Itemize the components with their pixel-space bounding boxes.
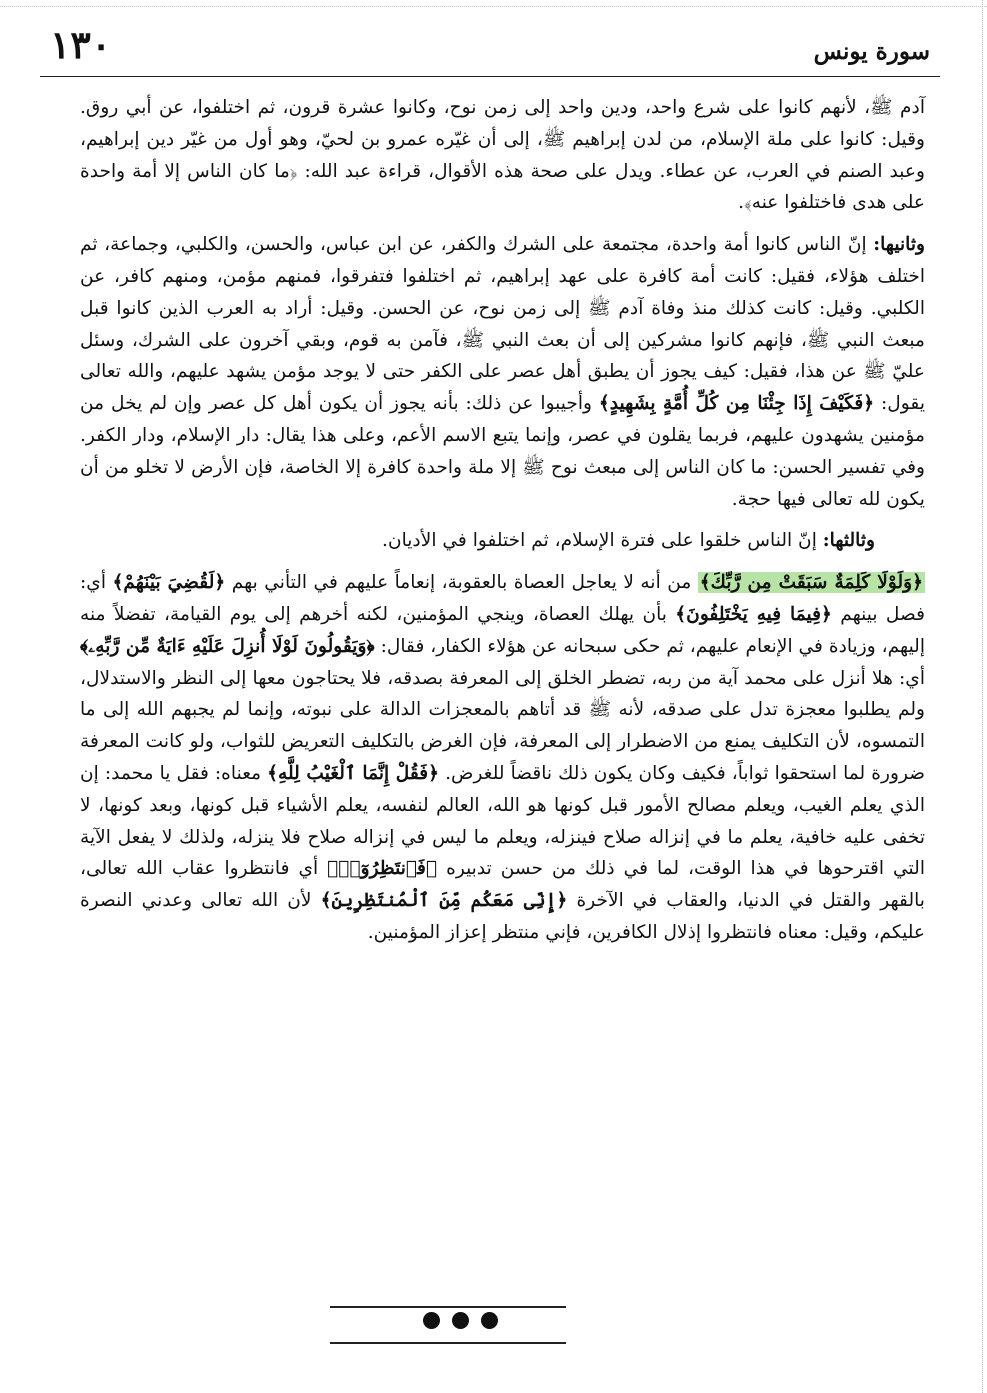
paragraph-3-lead: وثالثها: bbox=[822, 530, 875, 552]
paragraph-4-text-a: من أنه لا يعاجل العصاة بالعقوبة، إنعاماً عليهم في التأني بهم bbox=[225, 572, 698, 594]
paragraph-4-text-d: أي: هلا أنزل على محمد آية من ربه، تضطر الخلق إلى المعرفة بصدقه، فلا يحتاجون معها إلى النظر والاستدلال، ولم يطلبوا معجزة تدل على صدقه، لأنه ﷺ قد أتاهم بالمعجزات الدالة على نبوته، وإنما لم يجبهم الله إلى ما التمسوه، لأن التكليف يمنع من الاضطرار إلى المعرفة، فإن الغرض بالتكليف التعريض للثواب، ولو كانت المعرفة ضرورة لما استحقوا ثواباً، فكيف وكان يكون ذلك ناقضاً للغرض. bbox=[80, 667, 925, 784]
quran-quote-7: ﴿إِنِّى مَعَكُم مِّنَ ٱلْمُنتَظِرِينَ﴾ bbox=[320, 890, 568, 912]
quran-quote-5: ﴿فَقُلْ إِنَّمَا ٱلْغَيْبُ لِلَّهِ﴾ bbox=[267, 762, 440, 784]
quran-quote-4: ﴿وَيَقُولُونَ لَوْلَا أُنزِلَ عَلَيْهِ ءَايَةٌ مِّن رَّبِّهِۦ﴾ bbox=[80, 635, 375, 657]
quran-quote-shahid: ﴿فَكَيْفَ إِذَا جِئْنَا مِن كُلِّ أُمَّةٍ بِشَهِيدٍ﴾ bbox=[598, 393, 875, 415]
page-header bbox=[40, 18, 940, 77]
paragraph-2 bbox=[80, 229, 925, 515]
ornament-dot bbox=[481, 1312, 498, 1329]
paragraph-3-text: إنّ الناس خلقوا على فترة الإسلام، ثم اختلفوا في الأديان. bbox=[382, 530, 823, 552]
paragraph-2-text-a: إنّ الناس كانوا أمة واحدة، مجتمعة على الشرك والكفر، عن ابن عباس، والحسن، والكلبي، وجماعة، ثم اختلف هؤلاء، فقيل: كانت أمة كافرة على عهد إبراهيم، ثم اختلفوا فتفرقوا، فمنهم مؤمن، ومنهم كافر، عن الكلبي. وقيل: كانت كذلك منذ وفاة آدم ﷺ إلى زمن نوح، عن الحسن. وقيل: أراد به العرب الذين كانوا قبل مبعث النبي ﷺ، فإنهم كانوا مشركين إلى أن بعث النبي ﷺ، فآمن به قوم، وبقي آخرون على الشرك، وسئل عليّ ﷺ عن هذا، فقيل: كيف يجوز أن يطبق أهل عصر على الكفر حتى لا يوجد مؤمن يشهد عليهم، والله تعالى يقول: bbox=[80, 234, 925, 415]
bottom-rule-bottom bbox=[330, 1342, 566, 1344]
bottom-rule-top bbox=[330, 1306, 566, 1308]
section-end-ornament bbox=[400, 1312, 520, 1329]
paragraph-3 bbox=[80, 525, 925, 557]
paragraph-4-text-e: معناه: فقل يا محمد: إن الذي يعلم الغيب، ويعلم مصالح الأمور قبل كونها هو الله، العالم لنفسه، يعلم الأشياء قبل كونها، وبعد كونها، لا تخفى عليه خافية، يعلم ما في إنزاله صلاح فينزله، ويعلم ما ليس في إنزاله صلاح فلا ينزله، ولذلك لا يفعل الآية التي اقترحوها في هذا الوقت، لما في ذلك من حسن تدبيره bbox=[80, 762, 925, 880]
surah-title: سورة يونس bbox=[813, 38, 930, 65]
paragraph-1-text: آدم ﷺ، لأنهم كانوا على شرع واحد، ودين واحد إلى زمن نوح، وكانوا عشرة قرون، ثم اختلفوا، عن أبي روق. وقيل: كانوا على ملة الإسلام، من لدن إبراهيم ﷺ، إلى أن غيّره عمرو بن لحيّ، وهو أول من غيّر دين إبراهيم، وعبد الصنم في العرب، عن عطاء. ويدل على صحة هذه الأقوال، قراءة عبد الله: ﴿ما كان الناس إلا أمة واحدة على هدى فاختلفوا عنه﴾. bbox=[80, 97, 925, 214]
quran-quote-3: ﴿فِيمَا فِيهِ يَخْتَلِفُونَ﴾ bbox=[675, 603, 832, 625]
book-page bbox=[40, 18, 940, 1388]
page-right-edge bbox=[982, 0, 987, 1393]
page-number: ١٣٠ bbox=[50, 22, 112, 67]
quran-quote-6: ﴿فَٱنتَظِرُوٓا۟﴾ bbox=[327, 858, 438, 880]
paragraph-4-text-b: أي: فصل بينهم bbox=[80, 572, 925, 625]
paragraph-4-text-g: لأن الله تعالى وعدني النصرة عليكم، وقيل: معناه فانتظروا إذلال الكافرين، فإني منتظر إعزاز المؤمنين. bbox=[80, 890, 925, 943]
tafsir-text bbox=[80, 92, 925, 949]
highlighted-verse: ﴿وَلَوْلَا كَلِمَةٌ سَبَقَتْ مِن رَّبِّكَ﴾ bbox=[699, 572, 923, 594]
paragraph-4-text-c: بأن يهلك العصاة، وينجي المؤمنين، لكنه أخرهم إلى يوم القيامة، تفضلاً منه إليهم، وزيادة في الإنعام عليهم، ثم حكى سبحانه عن هؤلاء الكفار، فقال: bbox=[80, 603, 926, 657]
quran-quote-2: ﴿لَقُضِيَ بَيْنَهُمْ﴾ bbox=[112, 572, 226, 594]
paragraph-2-text-b: وأجيبوا عن ذلك: بأنه يجوز أن يكون أهل كل عصر وإن لم يخل من مؤمنين يشهدون عليهم، فربما يقلون في عصر، وإنما يتبع الاسم الأعم، وعلى هذا يقال: دار الإسلام، ودار الكفر. وفي تفسير الحسن: ما كان الناس إلى مبعث نوح ﷺ إلا ملة واحدة كافرة إلا الخاصة، فإن الأرض لا تخلو من أن يكون لله تعالى فيها حجة. bbox=[80, 393, 925, 510]
page-top-edge bbox=[0, 0, 987, 7]
paragraph-4 bbox=[80, 567, 925, 949]
paragraph-2-lead: وثانيها: bbox=[873, 234, 925, 256]
ornament-dot bbox=[423, 1312, 440, 1329]
ornament-dot bbox=[452, 1312, 469, 1329]
paragraph-4-text-f: أي فانتظروا عقاب الله تعالى، بالقهر والقتل في الدنيا، والعقاب في الآخرة bbox=[80, 858, 925, 912]
paragraph-1 bbox=[80, 92, 925, 219]
